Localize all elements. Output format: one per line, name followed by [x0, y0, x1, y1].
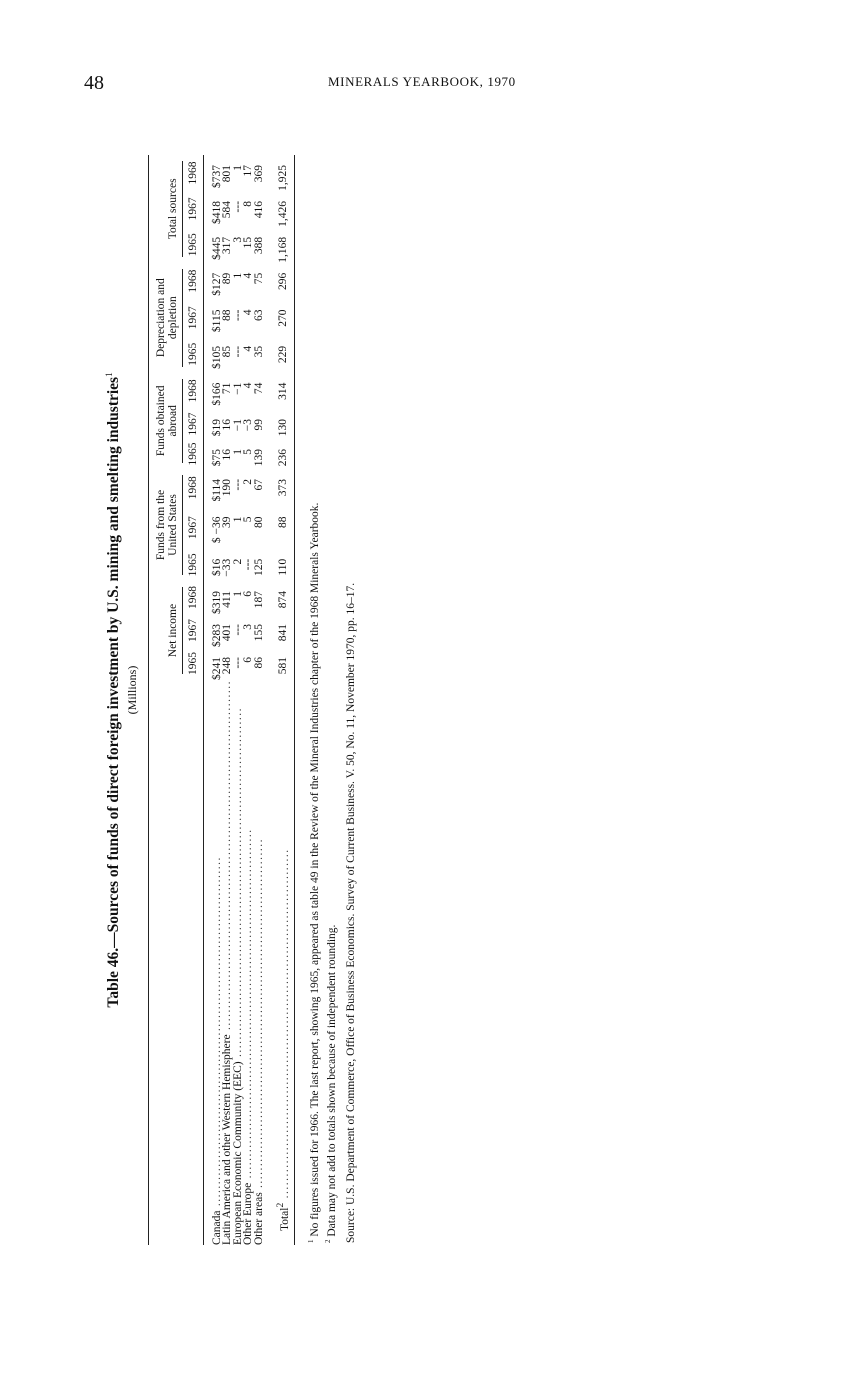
table-cell: 75 [252, 272, 265, 285]
table-cell: $283 [210, 624, 223, 648]
table-cell: $737 [210, 165, 223, 188]
table-cell: 369 [252, 165, 265, 183]
table-cell: 401 [221, 624, 234, 642]
table-cell: $114 [210, 478, 223, 502]
table-cell: 71 [221, 382, 234, 395]
table-cell: --- [231, 200, 244, 213]
running-head: MINERALS YEARBOOK, 1970 [328, 74, 516, 89]
footnote-text: Data may not add to totals shown because of independent rounding. [326, 924, 339, 1237]
table-cell: 110 [264, 549, 295, 581]
year-header: 1967 [183, 300, 203, 336]
footnote-text: No figures issued for 1966. The last report, showing 1965, appeared as table 49 in the Review of the Mineral Industries chapter of the 1968 Minerals Yearbook. [309, 502, 322, 1237]
row-label-text: Other areas [252, 1192, 265, 1245]
table-cell: 236 [264, 439, 295, 469]
table-row [254, 155, 265, 1245]
table-cell: 3 [242, 624, 255, 630]
leader-dots: ................................................................................ [242, 828, 255, 1183]
stub-header [149, 680, 204, 1245]
table-cell: 1,426 [264, 191, 295, 227]
group-label: Funds from the United States [155, 475, 183, 575]
table-cell: 317 [221, 236, 234, 255]
table-cell: 16 [221, 448, 234, 461]
table-cell: 801 [221, 165, 234, 183]
group-header [149, 469, 184, 581]
year-header: 1965 [183, 439, 203, 469]
leader-dots: ................................................................................ [231, 706, 244, 1062]
table-cell: $166 [210, 382, 223, 406]
footnote-mark: 2 [324, 1239, 333, 1243]
table-cell: 88 [221, 309, 234, 322]
table-cell: 1 [231, 448, 244, 455]
year-header: 1968 [183, 155, 203, 191]
data-table [148, 155, 295, 1245]
table-cell: 5 [242, 448, 255, 455]
group-header [149, 581, 184, 680]
table-cell: 187 [252, 591, 265, 609]
table-cell: 190 [221, 478, 234, 497]
group-label: Net income [167, 587, 183, 674]
table-cell: −1 [231, 418, 244, 432]
table-cell: 85 [221, 345, 234, 358]
leader-dots: ................................................................................ [252, 837, 265, 1193]
table-cell: 1 [231, 272, 244, 279]
table-cell: 4 [242, 345, 255, 352]
table-cell: 5 [242, 516, 255, 523]
year-header: 1965 [183, 549, 203, 581]
table-cell: --- [231, 478, 244, 491]
table-cell: 125 [252, 558, 265, 577]
table-cell: 86 [252, 657, 265, 669]
table-cell: 4 [242, 382, 255, 389]
year-header: 1965 [183, 647, 203, 680]
table-cell: 874 [264, 581, 295, 614]
row-label-text: Latin America and other Western Hemisphere [221, 1034, 234, 1245]
table-cell: 15 [242, 236, 255, 249]
table-cell: 6 [242, 657, 255, 663]
year-header: 1967 [183, 409, 203, 439]
group-header [149, 373, 184, 469]
table-cell: $115 [210, 309, 223, 333]
footnote [322, 135, 339, 1245]
table-cell: 841 [264, 614, 295, 647]
row-label-note: 2 [275, 1202, 287, 1208]
rotated-table-block [98, 135, 388, 1245]
table-cell: 3 [231, 236, 244, 243]
table-cell: $19 [210, 418, 223, 437]
table-cell: $319 [210, 591, 223, 615]
table-cell: 4 [242, 309, 255, 316]
year-header: 1968 [183, 373, 203, 409]
table-cell: 270 [264, 300, 295, 336]
table-cell: 1 [231, 165, 244, 171]
page-number: 48 [84, 72, 104, 94]
table-cell: --- [231, 309, 244, 322]
table-cell: --- [242, 558, 255, 571]
year-header: 1968 [183, 469, 203, 507]
table-title-note: 1 [104, 372, 114, 377]
table-cell: 16 [221, 418, 234, 431]
table-cell: −1 [231, 382, 244, 395]
leader-dots: ................................................................................ [278, 848, 291, 1203]
table-cell: 99 [252, 418, 265, 431]
group-label: Funds obtained abroad [155, 379, 183, 463]
year-header: 1965 [183, 227, 203, 263]
table-cell: 1,168 [264, 227, 295, 263]
table-notes [305, 135, 358, 1245]
table-cell: 1 [231, 591, 244, 597]
footnote [305, 135, 322, 1245]
row-label-text: European Economic Community (EEC) [231, 1061, 244, 1245]
table-cell: 388 [252, 236, 265, 255]
table-cell: 63 [252, 309, 265, 322]
table-units: (Millions) [125, 665, 140, 715]
table-cell: 2 [242, 478, 255, 485]
group-label: Depreciation and depletion [155, 269, 183, 367]
table-cell: 88 [264, 507, 295, 549]
group-header-row [149, 155, 184, 1245]
table-cell: 373 [264, 469, 295, 507]
table-body [203, 155, 295, 1245]
group-label: Total sources [167, 161, 183, 257]
table-cell: 1,925 [264, 155, 295, 191]
table-cell: --- [231, 624, 244, 636]
row-label [203, 680, 222, 1245]
year-header: 1967 [183, 191, 203, 227]
table-title [100, 135, 123, 1245]
leader-dots: ................................................................................ [210, 856, 223, 1211]
table-source: Source: U.S. Department of Commerce, Office of Business Economics. Survey of Current Business. V. 50, No. 11, November 1970, pp. 16–17. [345, 582, 358, 1243]
year-header: 1965 [183, 336, 203, 373]
table-total-row [264, 155, 295, 1245]
table-cell: 581 [264, 647, 295, 680]
table-cell: 74 [252, 382, 265, 395]
table-cell: 248 [221, 657, 234, 675]
table-cell: 17 [242, 165, 255, 177]
year-header: 1968 [183, 263, 203, 300]
year-header: 1968 [183, 581, 203, 614]
table-cell: 1 [231, 516, 244, 523]
table-cell: $241 [210, 657, 223, 681]
table-cell: 155 [252, 624, 265, 642]
table-cell: 416 [252, 200, 265, 219]
group-header [149, 155, 184, 263]
year-header: 1967 [183, 614, 203, 647]
row-label-text: Canada [210, 1210, 223, 1245]
table-cell: $127 [210, 272, 223, 296]
table-cell: 139 [252, 448, 265, 467]
table-title-text: Table 46.—Sources of funds of direct foreign investment by U.S. mining and smelting industries [105, 376, 123, 1008]
table-cell: 67 [252, 478, 265, 491]
group-header [149, 263, 184, 373]
table-cell: --- [231, 345, 244, 358]
leader-dots: ................................................................................ [221, 680, 234, 1035]
year-header: 1967 [183, 507, 203, 549]
table-cell: −33 [221, 558, 234, 577]
table-cell: 89 [221, 272, 234, 285]
table-cell: 8 [242, 200, 255, 207]
table-cell: $105 [210, 345, 223, 369]
table-cell: 314 [264, 373, 295, 409]
table-row [203, 155, 222, 1245]
table-cell: 4 [242, 272, 255, 279]
table-cell: --- [231, 657, 244, 669]
table-cell: $75 [210, 448, 223, 467]
table-cell: $16 [210, 558, 223, 577]
table-cell: 584 [221, 200, 234, 219]
row-label-text: Other Europe [242, 1182, 255, 1245]
row-label [264, 680, 295, 1245]
table-cell: $ −36 [210, 516, 223, 544]
table-cell: 80 [252, 516, 265, 529]
table-cell: 39 [221, 516, 234, 529]
table-cell: 130 [264, 409, 295, 439]
row-label-text: Total [278, 1207, 291, 1231]
footnote-mark: 1 [307, 1239, 316, 1243]
table-cell: 35 [252, 345, 265, 358]
table-cell: 6 [242, 591, 255, 597]
table-cell: 296 [264, 263, 295, 300]
table-cell: $445 [210, 236, 223, 260]
table-cell: 411 [221, 591, 234, 608]
table-cell: 229 [264, 336, 295, 373]
table-cell: $418 [210, 200, 223, 224]
table-cell: −3 [242, 418, 255, 432]
row-label [254, 680, 265, 1245]
table-cell: 2 [231, 558, 244, 565]
